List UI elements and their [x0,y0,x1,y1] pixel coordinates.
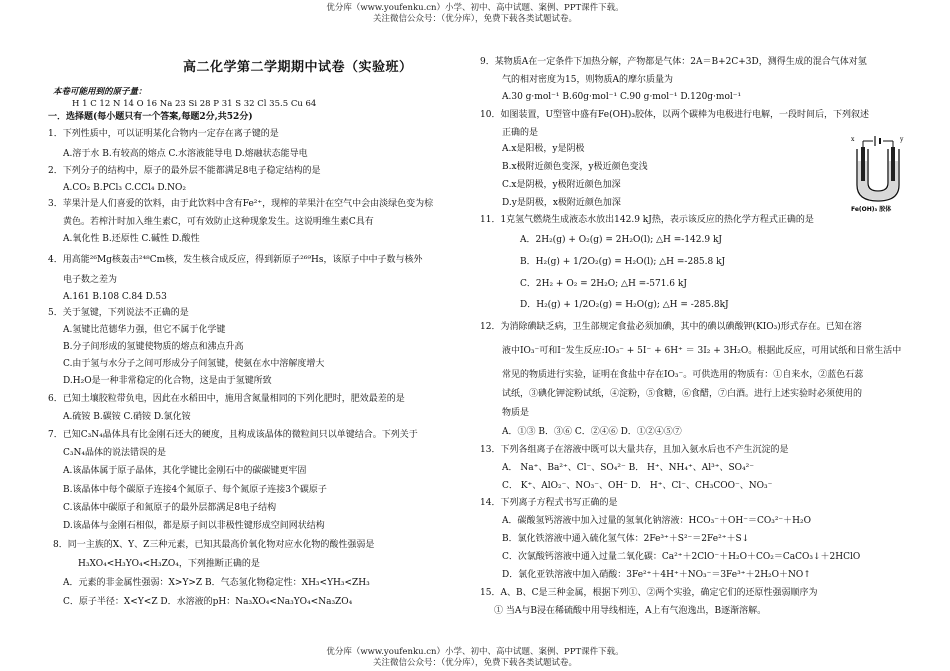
question-13: 13．下列各组离子在溶液中既可以大量共存，且加入氨水后也不产生沉淀的是 [480,445,789,455]
q7-option-d: D.该晶体与金刚石相似，都是原子间以非极性键形成空间网状结构 [63,521,325,531]
q2-options: A.CO₂ B.PCl₃ C.CCl₄ D.NO₂ [63,183,187,193]
question-4: 4．用高能²⁶Mg核轰击²⁴⁸Cm核，发生核合成反应，得到新原子²⁶⁹Hs，该原子中中子数与核外 [48,255,423,265]
u-tube-figure [849,133,909,213]
question-12: 12．为消除碘缺乏病，卫生部规定食盐必须加碘，其中的碘以碘酸钾(KIO₃)形式存在。已知在溶 [480,322,862,332]
question-14: 14．下列离子方程式书写正确的是 [480,498,618,508]
q13-options-ab: A． Na⁺、Ba²⁺、Cl⁻、SO₄²⁻ B． H⁺、NH₄⁺、Al³⁺、SO₄²⁻ [502,463,754,473]
label-x: x [851,136,855,143]
question-7: 7．已知C₃N₄晶体具有比金刚石还大的硬度，且构成该晶体的微粒间只以单键结合。下列关于 [48,430,418,440]
q7-option-c: C.该晶体中碳原子和氮原子的最外层都满足8电子结构 [63,503,277,513]
question-15-item-1: ① 当A与B浸在稀硫酸中用导线相连，A上有气泡逸出，B逐渐溶解。 [494,606,767,616]
atomic-masses: H 1 C 12 N 14 O 16 Na 23 Si 28 P 31 S 32 Cl 35.5 Cu 64 [72,99,317,109]
question-3-cont: 黄色。若榨汁时加入维生素C，可有效防止这种现象发生。这说明维生素C具有 [63,217,374,227]
question-10: 10．如图装置，U型管中盛有Fe(OH)₃胶体，以两个碳棒为电极进行电解，一段时间后，下列叙述 [480,110,869,120]
question-3: 3．苹果汁是人们喜爱的饮料，由于此饮料中含有Fe²⁺，现榨的苹果汁在空气中会由淡绿色变为棕 [48,199,434,209]
footer-line-2: 关注微信公众号：（优分库），免费下载各类试题试卷。 [372,658,577,668]
question-8-cont: H₃XO₄<H₃YO₄<H₃ZO₄，下列推断正确的是 [78,559,260,569]
header-line-1: 优分库（www.youfenku.cn）小学、初中、高中试题、案例、PPT课件下载。 [326,3,624,13]
q1-options: A.溶于水 B.有较高的熔点 C.水溶液能导电 D.熔融状态能导电 [63,149,308,159]
footer-line-1: 优分库（www.youfenku.cn）小学、初中、高中试题、案例、PPT课件下载。 [326,647,624,657]
q11-option-a: A．2H₂(g) + O₂(g) = 2H₂O(l); △H =-142.9 kJ [520,235,723,245]
question-2: 2．下列分子的结构中，原子的最外层不能都满足8电子稳定结构的是 [48,166,321,176]
q14-option-b: B．氯化铁溶液中通入硫化氢气体：2Fe³⁺＋S²⁻＝2Fe²⁺＋S↓ [502,534,750,544]
q7-option-b: B.该晶体中每个碳原子连接4个氮原子、每个氮原子连接3个碳原子 [63,485,327,495]
q9-options: A.30 g·mol⁻¹ B.60g·mol⁻¹ C.90 g·mol⁻¹ D.120g·mol⁻¹ [502,92,742,102]
header-line-2: 关注微信公众号：（优分库），免费下载各类试题试卷。 [372,14,577,24]
q8-options-cd: C．原子半径：X<Y<Z D．水溶液的pH：Na₃XO₄<Na₃YO₄<Na₃ZO₄ [63,597,353,607]
question-12-line-4: 试纸，③碘化钾淀粉试纸，④淀粉，⑤食糖，⑥食醋，⑦白酒。进行上述实验时必须使用的 [502,389,863,399]
q12-options: A．①③ B．③⑥ C．②④⑥ D．①②④⑤⑦ [502,427,682,437]
question-15: 15．A、B、C是三种金属，根据下列①、②两个实验，确定它们的还原性强弱顺序为 [480,588,818,598]
q5-option-a: A.氢键比范德华力强，但它不属于化学键 [63,325,226,335]
question-12-line-5: 物质是 [502,408,530,418]
q13-options-cd: C． K⁺、AlO₂⁻、NO₃⁻、OH⁻ D． H⁺、Cl⁻、CH₃COO⁻、NO₃⁻ [502,481,773,491]
section-title: 一．选择题(每小题只有一个答案,每题2分,共52分) [48,112,253,122]
q10-option-a: A.x是阳极，y是阴极 [502,144,585,154]
q11-option-c: C．2H₂ + O₂ = 2H₂O; △H =-571.6 kJ [520,279,687,289]
q11-option-b: B．H₂(g) + 1/2O₂(g) = H₂O(l); △H =-285.8 kJ [520,257,726,267]
q14-option-c: C．次氯酸钙溶液中通入过量二氧化碳：Ca²⁺＋2ClO⁻＋H₂O＋CO₂＝CaCO₃↓＋2HClO [502,552,861,562]
question-7-cont: C₃N₄晶体的说法错误的是 [63,448,166,458]
question-5: 5．关于氢键，下列说法不正确的是 [48,308,189,318]
question-1: 1．下列性质中，可以证明某化合物内一定存在离子键的是 [48,129,279,139]
u-tube-diagram [849,133,909,213]
question-12-line-3: 常见的物质进行实验，证明在食盐中存在IO₃⁻。可供选用的物质有：①自来水，②蓝色石蕊 [502,370,864,380]
figure-caption: Fe(OH)₃ 胶体 [851,206,892,213]
question-9: 9．某物质A在一定条件下加热分解，产物都是气体：2A＝B+2C+3D，测得生成的混合气体对氢 [480,57,867,67]
page-footer [0,647,950,669]
question-12-line-2: 液中IO₃⁻可和I⁻发生反应:IO₃⁻ + 5I⁻ + 6H⁺ ＝ 3I₂ + 3H₂O。根据此反应，可用试纸和日常生活中 [502,346,902,356]
question-4-cont: 电子数之差为 [63,275,118,285]
question-6: 6．已知土壤胶粒带负电，因此在水稻田中，施用含氮量相同的下列化肥时，肥效最差的是 [48,394,405,404]
q5-option-d: D.H₂O是一种非常稳定的化合物，这是由于氢键所致 [63,376,272,386]
q4-options: A.161 B.108 C.84 D.53 [63,292,167,302]
electrode-y [891,147,895,181]
question-8: 8．同一主族的X、Y、Z三种元素，已知其最高价氧化物对应水化物的酸性强弱是 [53,540,375,550]
page-header [0,3,950,25]
atomic-mass-note: 本卷可能用到的原子量： [53,87,147,97]
question-9-cont: 气的相对密度为15，则物质A的摩尔质量为 [502,75,673,85]
q10-option-d: D.y是阴极，x极附近颜色加深 [502,198,621,208]
question-10-cont: 正确的是 [502,128,539,138]
q11-option-d: D．H₂(g) + 1/2O₂(g) = H₂O(g); △H = -285.8kJ [520,300,729,310]
q7-option-a: A.该晶体属于原子晶体，其化学键比金刚石中的碳碳键更牢固 [63,466,307,476]
q3-options: A.氧化性 B.还原性 C.碱性 D.酸性 [63,234,200,244]
q14-option-d: D．氯化亚铁溶液中加入硝酸：3Fe²⁺＋4H⁺＋NO₃⁻＝3Fe³⁺＋2H₂O＋NO↑ [502,570,811,580]
q6-options: A.硫铵 B.碳铵 C.硝铵 D.氯化铵 [63,412,191,422]
q8-options-ab: A．元素的非金属性强弱：X>Y>Z B．气态氢化物稳定性：XH₃<YH₃<ZH₃ [63,578,370,588]
q10-option-b: B.x极附近颜色变深，y极近颜色变浅 [502,162,648,172]
question-11: 11．1克氢气燃烧生成液态水放出142.9 kJ热，表示该反应的热化学方程式正确的是 [480,215,814,225]
q5-option-b: B.分子间形成的氢键使物质的熔点和沸点升高 [63,342,244,352]
q5-option-c: C.由于氢与水分子之间可形成分子间氢键，使氨在水中溶解度增大 [63,359,325,369]
electrode-x [861,147,865,181]
q14-option-a: A．碳酸氢钙溶液中加入过量的氢氧化钠溶液：HCO₃⁻＋OH⁻＝CO₃²⁻＋H₂O [502,516,812,526]
label-y: y [900,136,904,143]
u-tube-inner [868,149,888,191]
page-title: 高二化学第二学期期中试卷（实验班） [183,60,413,75]
q10-option-c: C.x是阴极，y极附近颜色加深 [502,180,621,190]
